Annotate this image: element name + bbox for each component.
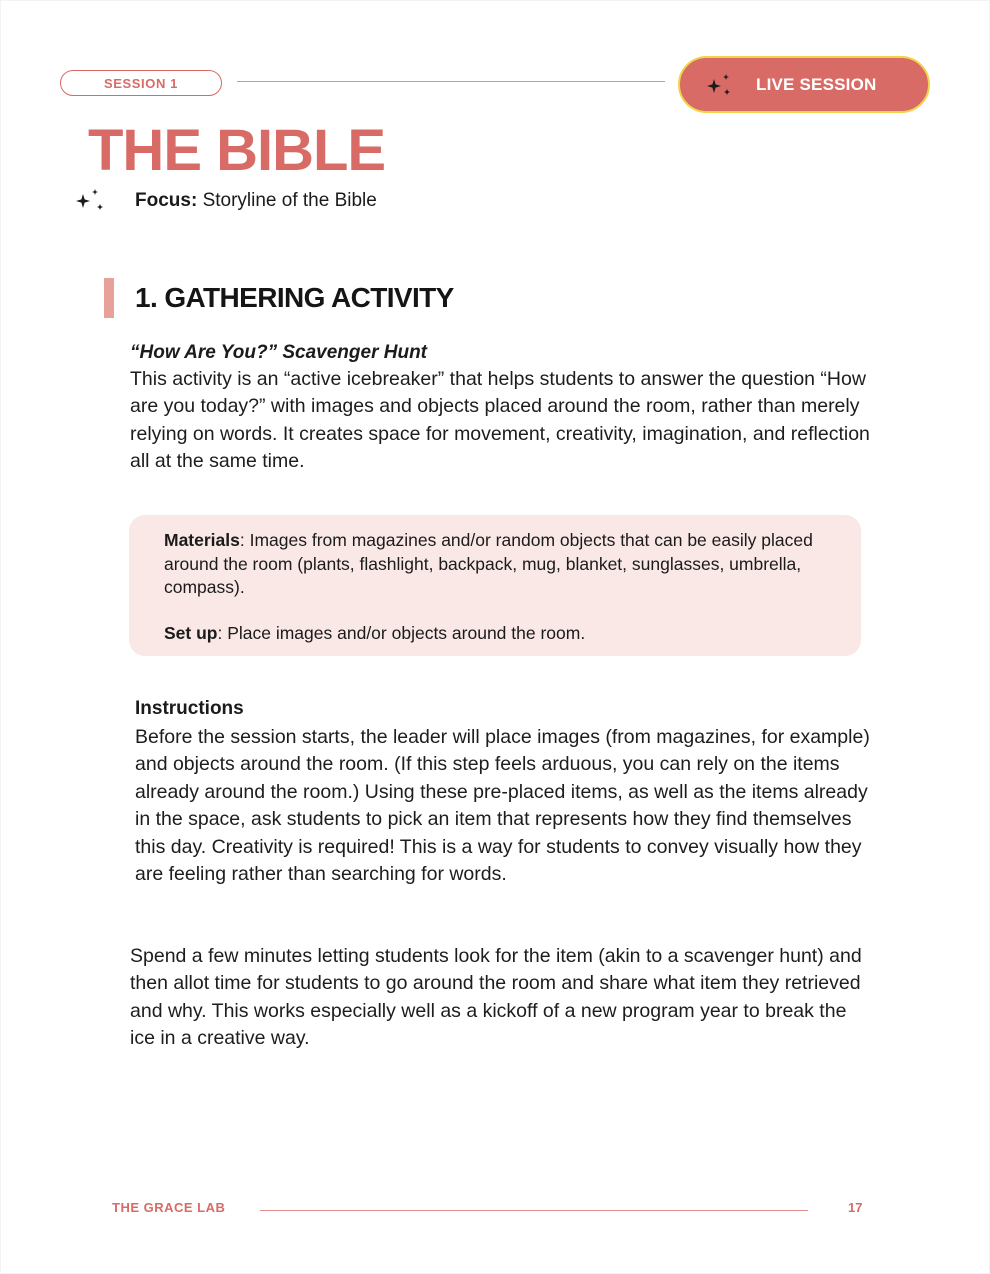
- materials-value: : Images from magazines and/or random objects that can be easily placed around the room (plants, flashlight, backpack, mug, blanket, sunglasses, umbrella, compass).: [164, 530, 813, 597]
- focus-label: Focus:: [135, 190, 198, 211]
- page-number: 17: [848, 1200, 863, 1215]
- materials-text: [164, 529, 814, 600]
- materials-callout: [129, 515, 861, 656]
- setup-text: [164, 622, 814, 646]
- header-divider: [237, 81, 665, 82]
- live-session-label: LIVE SESSION: [756, 74, 877, 94]
- footer-brand: THE GRACE LAB: [112, 1200, 226, 1215]
- session-badge: [60, 70, 222, 96]
- live-session-badge: [678, 56, 930, 113]
- footer-divider: [260, 1210, 808, 1211]
- activity-title: “How Are You?” Scavenger Hunt: [130, 342, 428, 363]
- focus-text: [135, 190, 377, 212]
- instructions-paragraph: Before the session starts, the leader will place images (from magazines, for example) and objects around the room. (If this step feels arduous, you can rely on the items already around the room.) Using these pre-placed items, as well as the items already in the space, ask students to pick an item that represents how they find themselves this day. Creativity is required! This is a way for students to convey visually how they are feeling rather than searching for words.: [135, 726, 870, 886]
- page-title: THE BIBLE: [88, 118, 386, 183]
- sparkle-icon: [74, 188, 106, 214]
- activity-description: This activity is an “active icebreaker” that helps students to answer the question “How are you today?” with images and objects placed around the room, rather than merely relying on words. It creates space for movement, creativity, imagination, and reflection all at the same time.: [130, 368, 870, 473]
- instructions-paragraph: Spend a few minutes letting students look for the item (akin to a scavenger hunt) and then allot time for students to go around the room and share what item they retrieved and why. This works especially well as a kickoff of a new program year to break the ice in a creative way.: [130, 945, 862, 1050]
- focus-value: Storyline of the Bible: [202, 190, 377, 211]
- section-heading: 1. GATHERING ACTIVITY: [135, 282, 454, 313]
- instructions-heading: Instructions: [135, 698, 244, 719]
- session-label: SESSION 1: [103, 75, 179, 91]
- setup-label: Set up: [164, 623, 218, 643]
- sparkle-icon: [702, 73, 734, 99]
- materials-label: Materials: [164, 530, 240, 550]
- section-accent-bar: [104, 278, 114, 318]
- setup-value: : Place images and/or objects around the room.: [217, 623, 586, 643]
